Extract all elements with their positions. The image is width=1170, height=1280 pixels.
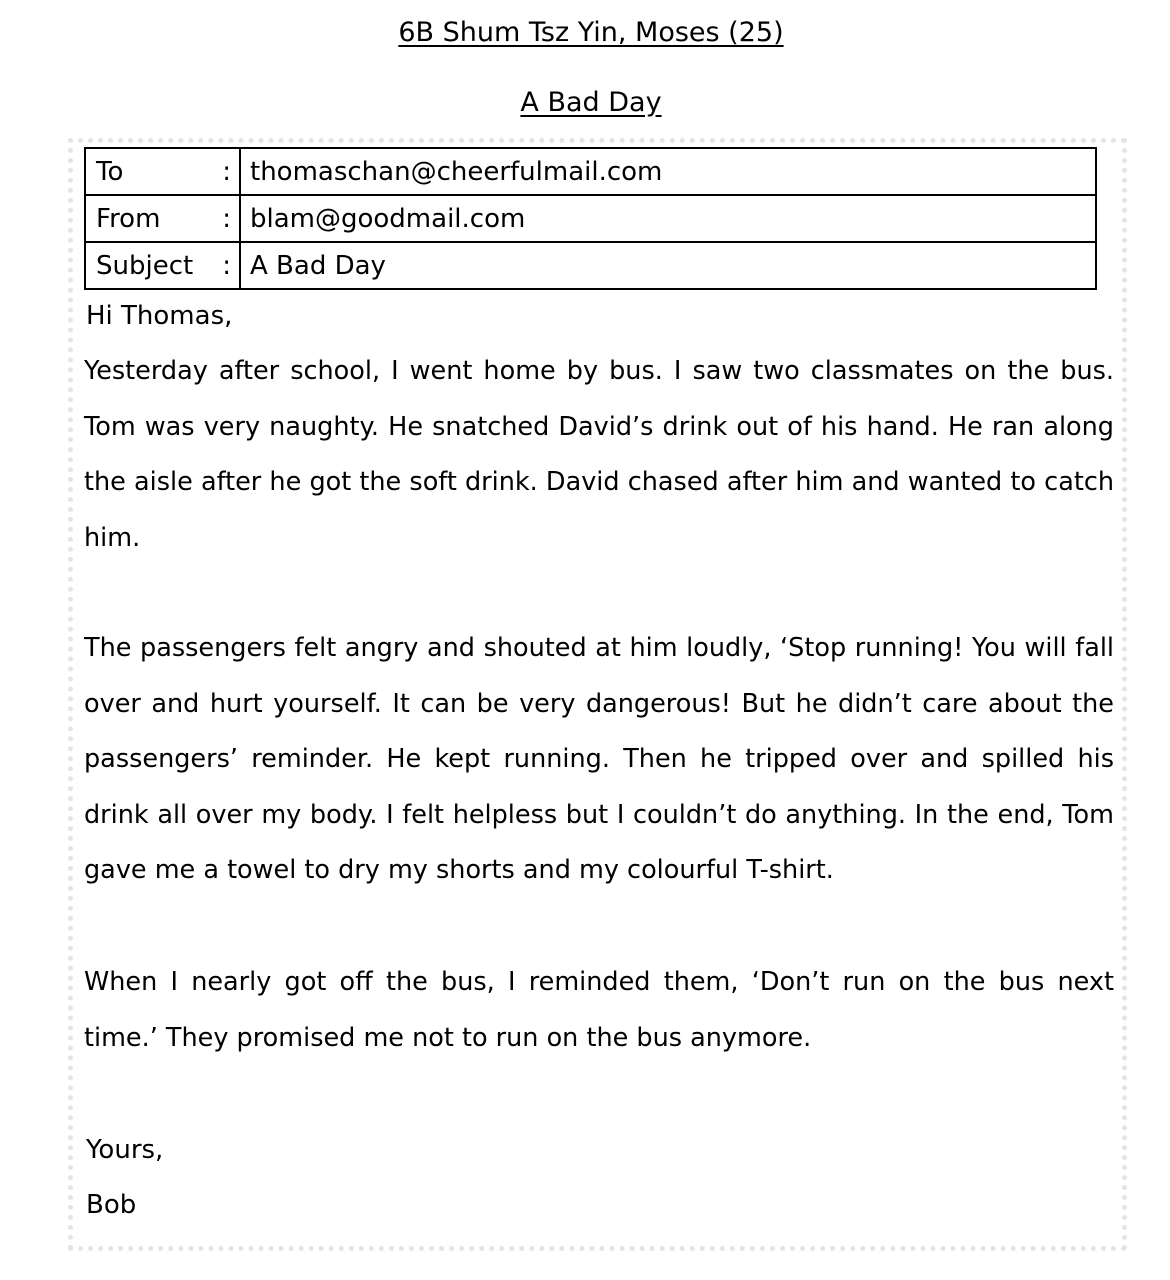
email-from-label-cell xyxy=(85,195,240,242)
essay-title: A Bad Day xyxy=(520,87,662,118)
student-name-heading: 6B Shum Tsz Yin, Moses (25) xyxy=(398,17,784,48)
email-to-label-cell xyxy=(85,148,240,195)
letter-paragraph-3: When I nearly got off the bus, I reminded them, ‘Don’t run on the bus next time.’ They promised me not to run on the bus anymore. xyxy=(84,967,1114,1053)
letter-closing: Yours, xyxy=(86,1135,164,1165)
letter-paragraph-2: The passengers felt angry and shouted at him loudly, ‘Stop running! You will fall over and hurt yourself. It can be very dangerous! But he didn’t care about the passengers’ reminder. He kept running. Then he tripped over and spilled his drink all over my body. I felt helpless but I couldn’t do anything. In the end, Tom gave me a towel to dry my shorts and my colourful T-shirt. xyxy=(84,633,1114,886)
email-from-label: From xyxy=(96,203,161,234)
email-to-value: thomaschan@cheerfulmail.com xyxy=(240,148,1096,195)
email-subject-row xyxy=(85,242,1096,289)
email-subject-label-cell xyxy=(85,242,240,289)
email-subject-label: Subject xyxy=(96,250,194,281)
email-from-colon: : xyxy=(222,203,231,234)
email-to-label: To xyxy=(96,156,124,187)
email-to-colon: : xyxy=(222,156,231,187)
letter-paragraph-1: Yesterday after school, I went home by bus. I saw two classmates on the bus. Tom was very naughty. He snatched David’s drink out of his hand. He ran along the aisle after he got the soft drink. David chased after him and wanted to catch him. xyxy=(84,356,1114,553)
email-subject-value: A Bad Day xyxy=(240,242,1096,289)
email-header-table xyxy=(84,147,1097,290)
letter-greeting: Hi Thomas, xyxy=(86,301,233,331)
email-from-value: blam@goodmail.com xyxy=(240,195,1096,242)
email-to-row xyxy=(85,148,1096,195)
email-from-row xyxy=(85,195,1096,242)
email-subject-colon: : xyxy=(222,250,231,281)
letter-signature: Bob xyxy=(86,1190,137,1220)
